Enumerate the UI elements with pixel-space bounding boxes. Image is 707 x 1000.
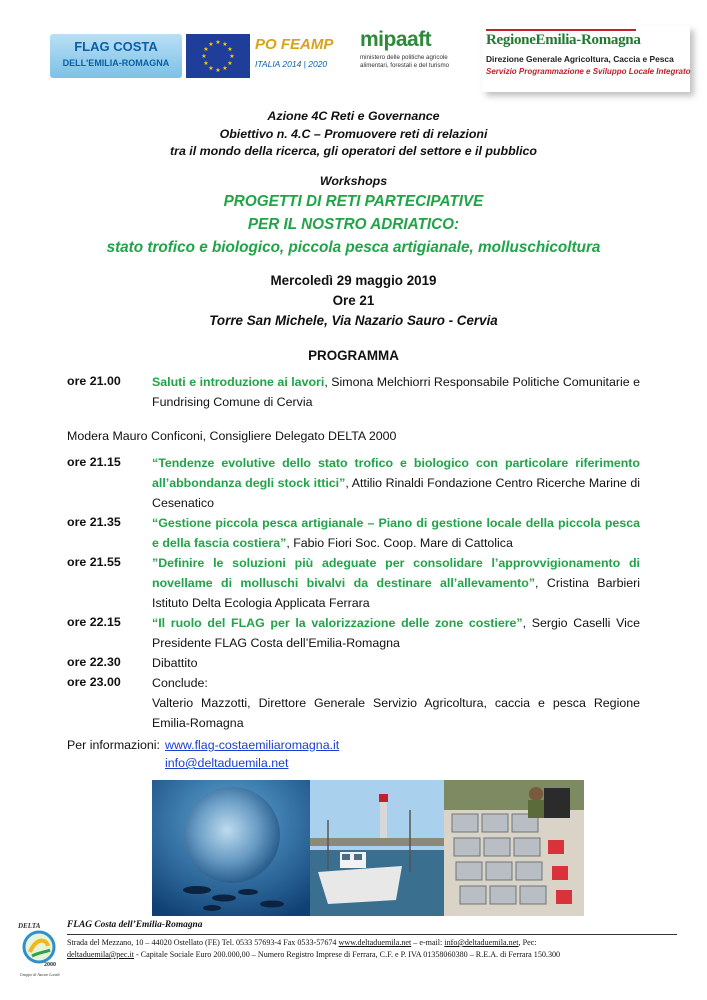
delta-swirl-icon [22,930,56,964]
program-highlight: “Tendenze evolutive dello stato trofico e biologico con particolare riferimento all’abbondanza degli stock ittici” [152,456,640,490]
footer-org: FLAG Costa dell’Emilia-Romagna [67,920,203,930]
svg-text:★: ★ [208,65,214,72]
program-highlight: ”Definire le soluzioni più adeguate per consolidare l’approvvigionamento di novellame di molluschi bivalvi da destinare all’allevamento” [152,556,640,590]
flag-logo-line1: FLAG COSTA [74,39,158,54]
flag-costa-logo [50,34,182,78]
delta-logo-subtitle: Gruppo di Azione Locale [19,972,61,977]
program-highlight: Saluti e introduzione ai lavori [152,375,325,389]
footer-mail-label: – e-mail: [413,938,443,947]
mipaaft-logo [360,28,470,84]
svg-text:★: ★ [201,53,207,60]
intro-line1: Azione 4C Reti e Governance [267,109,440,123]
program-rest: Dibattito [152,656,198,670]
footer-legal: - Capitale Sociale Euro 200.000,00 – Numero Registro Imprese di Ferrara, C.F. e P. IVA 01358060380 – R.E.A. di Ferrara 150.300 [134,950,561,959]
mipaaft-line1: ministero delle politiche agricole [360,54,448,61]
svg-text:★: ★ [222,41,228,48]
mipaaft-line2: alimentari, forestali e del turismo [360,62,450,69]
mipaaft-title: mipaaft [360,28,432,51]
svg-text:★: ★ [208,41,214,48]
po-feamp-subtitle: ITALIA 2014 | 2020 [255,59,328,69]
rer-servizio: Servizio Programmazione e Sviluppo Locale Integrato [486,67,691,76]
program-time: ore 23.00 [67,675,121,689]
program-heading: PROGRAMMA [308,348,399,363]
eu-flag-icon [186,34,250,78]
program-item [152,553,640,613]
program-time: ore 21.00 [67,374,121,388]
delta-logo-number: 2000 [44,962,56,968]
event-place: Torre San Michele, Via Nazario Sauro - Cervia [209,313,498,328]
svg-text:★: ★ [215,67,221,74]
footer-pec-label: , Pec: [518,938,537,947]
title-line2: PER IL NOSTRO ADRIATICO: [247,216,460,233]
program-rest: , Attilio Rinaldi Fondazione Centro Ricerche Marine di Cesenatico [152,476,640,510]
program-rest: , Fabio Fiori Soc. Coop. Mare di Cattolica [286,536,513,550]
program-item [152,653,640,673]
title-line1: PROGETTI DI RETI PARTECIPATIVE [223,193,484,210]
event-time: Ore 21 [332,293,375,308]
program-highlight: “Gestione piccola pesca artigianale – Piano di gestione locale della piccola pesca e della fascia costiera” [152,516,640,550]
program-time: ore 22.30 [67,655,121,669]
program-item [152,673,640,693]
info-label: Per informazioni: [67,738,160,752]
program-item [152,513,640,553]
svg-text:★: ★ [227,60,233,67]
intro-line3: tra il mondo della ricerca, gli operatori del settore e il pubblico [170,144,537,158]
svg-text:★: ★ [222,65,228,72]
footer-pec-link[interactable]: deltaduemila@pec.it [67,950,135,959]
intro-line2: Obiettivo n. 4.C – Promuovere reti di relazioni [219,127,488,141]
program-rest: , Simona Melchiorri Responsabile Politiche Comunitarie e Fundrising Comune di Cervia [152,375,641,409]
flag-logo-line2: DELL'EMILIA-ROMAGNA [62,58,170,68]
footer-mail-link[interactable]: info@deltaduemila.net [444,938,519,947]
rer-name: RegioneEmilia-Romagna [486,32,641,48]
fish-crates-photo [444,780,584,916]
svg-text:★: ★ [229,53,235,60]
photo-strip [152,780,584,916]
website-link[interactable]: www.flag-costaemiliaromagna.it [165,738,340,752]
email-link[interactable]: info@deltaduemila.net [165,756,289,770]
svg-text:★: ★ [203,60,209,67]
program-item [152,453,640,513]
program-time: ore 22.15 [67,615,121,629]
program-item [152,372,640,412]
program-time: ore 21.35 [67,515,121,529]
program-rest: , Sergio Caselli Vice Presidente FLAG Costa dell’Emilia-Romagna [152,616,640,650]
footer-line2 [67,950,679,959]
program-rest: , Cristina Barbieri Istituto Delta Ecologia Applicata Ferrara [152,576,640,610]
delta-2000-logo [18,922,62,984]
fish-school-photo [152,780,310,916]
footer-address: Strada del Mezzano, 10 – 44020 Ostellato (FE) Tel. 0533 57693-4 Fax 0533-57674 [67,938,337,947]
program-time: ore 21.55 [67,555,121,569]
event-date: Mercoledì 29 maggio 2019 [270,273,437,288]
moderator: Modera Mauro Conficoni, Consigliere Delegato DELTA 2000 [67,429,397,443]
svg-text:★: ★ [227,46,233,53]
svg-text:★: ★ [203,46,209,53]
rer-red-bar [486,29,636,31]
rer-direzione: Direzione Generale Agricoltura, Caccia e Pesca [486,54,674,64]
regione-emilia-romagna-logo [482,26,690,92]
po-feamp-title: PO FEAMP [255,36,334,53]
delta-logo-text: DELTA [18,922,41,930]
logo-bar [50,22,690,94]
program-highlight: “Il ruolo del FLAG per la valorizzazione delle zone costiere” [152,616,523,630]
title-line3: stato trofico e biologico, piccola pesca artigianale, molluschicoltura [106,239,601,256]
workshops-kicker: Workshops [319,174,388,188]
footer-line1 [67,938,679,947]
svg-text:★: ★ [215,39,221,46]
program-item [152,613,640,653]
program-rest: Conclude: [152,676,208,690]
footer-divider [67,934,677,935]
po-feamp-logo [255,36,355,76]
footer-site-link[interactable]: www.deltaduemila.net [338,938,412,947]
harbor-boat-photo [310,780,444,916]
program-time: ore 21.15 [67,455,121,469]
program-closing: Valterio Mazzotti, Direttore Generale Servizio Agricoltura, caccia e pesca Regione Emilia-Romagna [152,696,640,730]
